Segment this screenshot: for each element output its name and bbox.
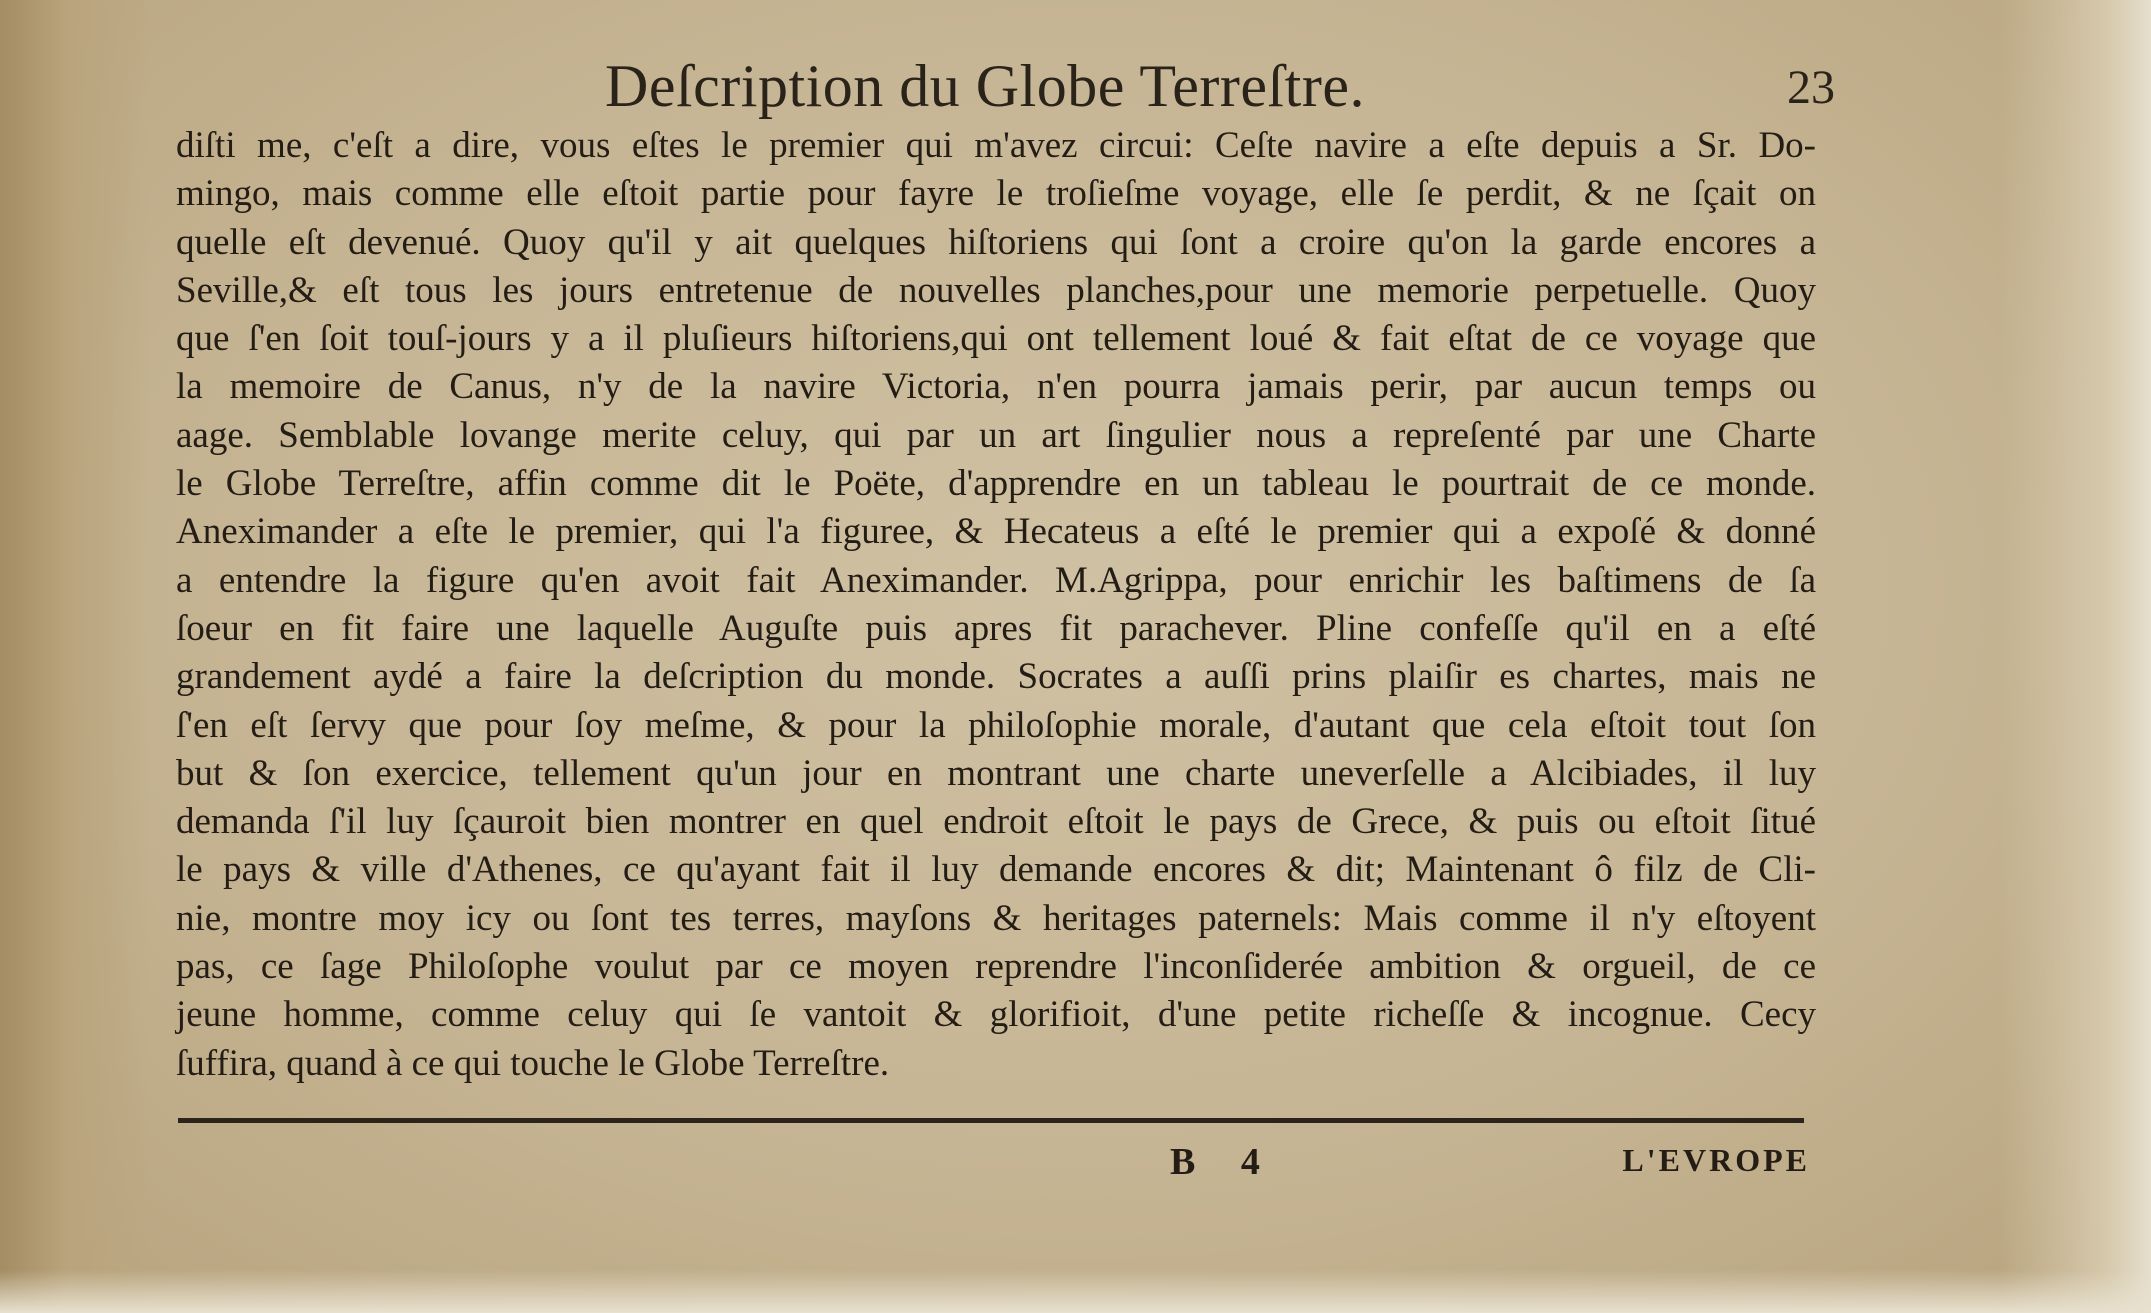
text-line: le pays & ville d'Athenes, ce qu'ayant fait il luy demande encores & dit; Maintenant ô filz de Cli- — [176, 849, 1816, 891]
catchword: L'EVROPE — [1622, 1142, 1810, 1178]
page-edge-right — [2000, 0, 2151, 1313]
text-line: Aneximander a eſte le premier, qui l'a figuree, & Hecateus a eſté le premier qui a expoſé & donné — [176, 511, 1816, 553]
text-line: a entendre la figure qu'en avoit fait Aneximander. M.Agrippa, pour enrichir les baſtimens de ſa — [176, 559, 1816, 601]
page-number: 23 — [1787, 61, 1835, 114]
text-line: but & ſon exercice, tellement qu'un jour en montrant une charte uneverſelle a Alcibiades, il luy — [176, 752, 1816, 794]
text-line: quelle eſt devenué. Quoy qu'il y ait quelques hiſtoriens qui ſont a croire qu'on la garde encores a — [176, 221, 1816, 263]
running-title: Deſcription du Globe Terreſtre. — [605, 53, 1365, 119]
text-line: grandement aydé a faire la deſcription du monde. Socrates a auſſi prins plaiſir es chartes, mais ne — [176, 656, 1816, 698]
text-line: nie, montre moy icy ou ſont tes terres, mayſons & heritages paternels: Mais comme il n'y eſtoyent — [176, 897, 1816, 939]
text-line: jeune homme, comme celuy qui ſe vantoit & glorifioit, d'une petite richeſſe & incognue. Cecy — [176, 994, 1816, 1036]
text-line: Seville,& eſt tous les jours entretenue de nouvelles planches,pour une memorie perpetuelle. Quoy — [176, 269, 1816, 311]
text-line: ſoeur en fit faire une laquelle Auguſte puis apres fit parachever. Pline confeſſe qu'il en a eſté — [176, 607, 1816, 649]
text-line: aage. Semblable lovange merite celuy, qui par un art ſingulier nous a repreſenté par une Charte — [176, 414, 1816, 456]
text-line: pas, ce ſage Philoſophe voulut par ce moyen reprendre l'inconſiderée ambition & orgueil, de ce — [176, 946, 1816, 988]
page-edge-bottom — [0, 1270, 2151, 1313]
text-line: le Globe Terreſtre, affin comme dit le Poëte, d'apprendre en un tableau le pourtrait de ce monde. — [176, 463, 1816, 505]
text-line: que ſ'en ſoit touſ-jours y a il pluſieurs hiſtoriens,qui ont tellement loué & fait eſtat de ce voyage que — [176, 318, 1816, 360]
text-line: la memoire de Canus, n'y de la navire Victoria, n'en pourra jamais perir, par aucun temps ou — [176, 366, 1816, 408]
footer-rule — [178, 1118, 1804, 1123]
text-line-last: ſuffira, quand à ce qui touche le Globe Terreſtre. — [176, 1042, 890, 1084]
body-text — [176, 122, 1816, 1088]
text-line: ſ'en eſt ſervy que pour ſoy meſme, & pour la philoſophie morale, d'autant que cela eſtoit tout ſon — [176, 704, 1816, 746]
text-line: demanda ſ'il luy ſçauroit bien montrer en quel endroit eſtoit le pays de Grece, & puis ou eſtoit ſitué — [176, 801, 1816, 843]
text-line: diſti me, c'eſt a dire, vous eſtes le premier qui m'avez circui: Ceſte navire a eſte depuis a Sr. Do- — [176, 125, 1816, 166]
signature-mark: B 4 — [1170, 1141, 1278, 1183]
text-line: mingo, mais comme elle eſtoit partie pour fayre le troſieſme voyage, elle ſe perdit, & ne ſçait on — [176, 173, 1816, 215]
gutter-shadow — [0, 0, 150, 1313]
